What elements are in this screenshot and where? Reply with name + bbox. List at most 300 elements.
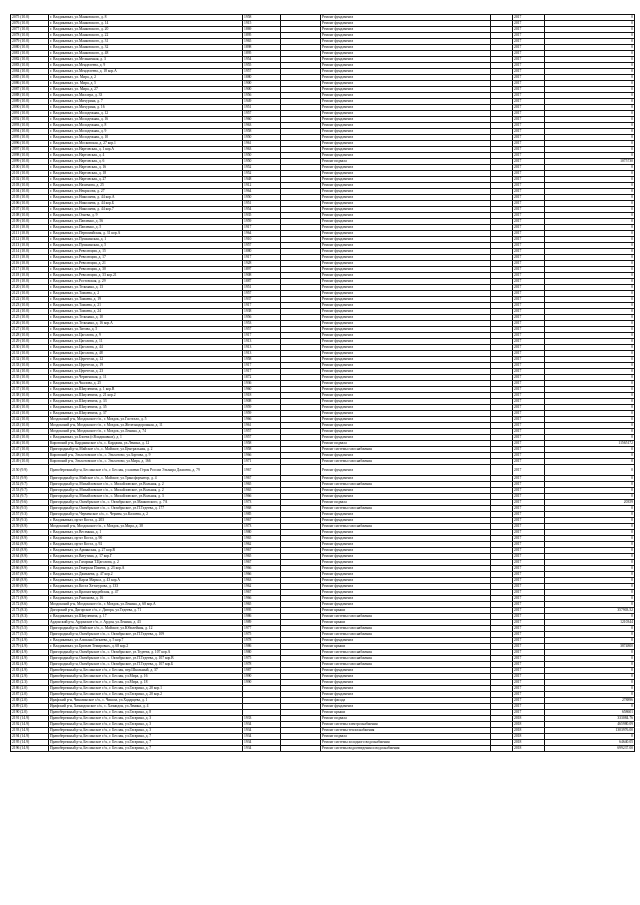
- build-year-cell: 1897: [243, 267, 281, 273]
- row-number-cell: 2082 (10.0): [11, 57, 49, 63]
- cost-cell: 0: [545, 345, 635, 351]
- row-number-cell: 2084 (10.0): [11, 69, 49, 75]
- address-cell: Пригородный р-н, Михайловское с/п., с. Михайловское, ул.Вольная, д. 2: [49, 482, 243, 488]
- row-number-cell: 2076 (10.0): [11, 21, 49, 27]
- address-cell: г. Владикавказ, ул.Шмулевича, д. 17: [49, 614, 243, 620]
- cost-cell: 1210344: [545, 620, 635, 626]
- address-cell: Правобережный р-н, Бесланское г/п., г. Беслан, ул.Мира, д. 16: [49, 674, 243, 680]
- cost-cell: 0: [545, 291, 635, 297]
- address-cell: г. Владикавказ, ул.Маяковского, д. 48: [49, 51, 243, 57]
- address-cell: г. Владикавказ, ул.Революции, д. 30: [49, 267, 243, 273]
- row-number-cell: 2122 (10.0): [11, 297, 49, 303]
- row-number-cell: 2162 (8.9): [11, 542, 49, 548]
- row-number-cell: 2109 (10.0): [11, 219, 49, 225]
- work-type-cell: Ремонт фундамента: [321, 177, 491, 183]
- cost-cell: 0: [545, 668, 635, 674]
- plan-year-cell: 2017: [513, 231, 545, 237]
- cost-cell: 0: [545, 692, 635, 698]
- work-type-cell: Ремонт системы газоснабжения: [321, 447, 491, 453]
- build-year-cell: 1938: [243, 309, 281, 315]
- plan-year-cell: 2017: [513, 369, 545, 375]
- address-cell: Моздокский р-н, Моздокское г/п., г. Моздок, ул.Мира, д. 38: [49, 524, 243, 530]
- work-type-cell: Ремонт подвала: [321, 441, 491, 447]
- build-year-cell: 1978: [243, 662, 281, 668]
- build-year-cell: 1964: [243, 189, 281, 195]
- address-cell: Правобережный р-н, Бесланское г/п., г. Беслан, ул.имени Героя России Эльмира Джиоева, д. 79: [49, 465, 243, 476]
- build-year-cell: 1915: [243, 21, 281, 27]
- address-cell: г. Владикавказ, ул.Маяковского, д. 31: [49, 39, 243, 45]
- build-year-cell: 1963: [243, 123, 281, 129]
- row-number-cell: 2186 (2.0): [11, 686, 49, 692]
- build-year-cell: 1948: [243, 177, 281, 183]
- works-register-sheet: [10, 14, 634, 752]
- cost-cell: 0: [545, 213, 635, 219]
- work-type-cell: Ремонт фундамента: [321, 51, 491, 57]
- address-cell: г. Владикавказ, ул.Тамаева, д. 19: [49, 297, 243, 303]
- address-cell: г. Владикавказ, ул.Шмулевича, д. 21 кор.2: [49, 393, 243, 399]
- work-type-cell: Ремонт фундамента: [321, 183, 491, 189]
- build-year-cell: 1967: [243, 590, 281, 596]
- row-number-cell: 2130 (10.0): [11, 345, 49, 351]
- row-number-cell: 2110 (10.0): [11, 225, 49, 231]
- plan-year-cell: 2017: [513, 93, 545, 99]
- build-year-cell: 1975: [243, 632, 281, 638]
- work-type-cell: Ремонт фундамента: [321, 141, 491, 147]
- row-number-cell: 2085 (10.0): [11, 75, 49, 81]
- row-number-cell: 2108 (10.0): [11, 213, 49, 219]
- address-cell: Пригородный р-н, Майское с/п., с. Майское, ул.Юбилейная, д. 12: [49, 626, 243, 632]
- cost-cell: 0: [545, 411, 635, 417]
- work-type-cell: Ремонт системы водоотведения и водоснабжения: [321, 746, 491, 752]
- build-year-cell: 1990: [243, 680, 281, 686]
- cost-cell: 278896: [545, 698, 635, 704]
- build-year-cell: 1986: [243, 644, 281, 650]
- build-year-cell: 1966: [243, 494, 281, 500]
- address-cell: г. Владикавказ, ул.Миллера, д. 33: [49, 93, 243, 99]
- row-number-cell: 2126 (10.0): [11, 321, 49, 327]
- work-type-cell: Ремонт фундамента: [321, 417, 491, 423]
- address-cell: г. Владикавказ, ул.Тамаева, д. 24: [49, 309, 243, 315]
- cost-cell: 0: [545, 524, 635, 530]
- address-cell: Правобережный р-н, Бесланское г/п., г. Беслан, ул.Гагарина, д. 20 кор.2: [49, 692, 243, 698]
- plan-year-cell: 2017: [513, 459, 545, 465]
- work-type-cell: Ремонт фундамента: [321, 87, 491, 93]
- plan-year-cell: 2017: [513, 345, 545, 351]
- address-cell: г. Владикавказ, ул.Тамаева, д. 21: [49, 303, 243, 309]
- work-type-cell: Ремонт фундамента: [321, 303, 491, 309]
- build-year-cell: 1951: [243, 285, 281, 291]
- row-number-cell: 2113 (10.0): [11, 243, 49, 249]
- address-cell: Моздокский р-н, Моздокское г/п., г. Моздок, ул.Ленина, д. 74: [49, 429, 243, 435]
- work-type-cell: Ремонт фундамента: [321, 135, 491, 141]
- work-type-cell: Ремонт фундамента: [321, 560, 491, 566]
- cost-cell: 0: [545, 33, 635, 39]
- work-type-cell: Ремонт фундамента: [321, 285, 491, 291]
- row-number-cell: 2081 (10.0): [11, 51, 49, 57]
- address-cell: г. Владикавказ, ул.Тельмана, д. 10: [49, 315, 243, 321]
- work-type-cell: Ремонт крыши: [321, 710, 491, 716]
- address-cell: г. Владикавказ, ул.Менделеева, д. 18 кор.А: [49, 69, 243, 75]
- build-year-cell: 1872: [243, 375, 281, 381]
- work-type-cell: Ремонт фундамента: [321, 105, 491, 111]
- build-year-cell: 1917: [243, 333, 281, 339]
- row-number-cell: 2188 (2.0): [11, 698, 49, 704]
- cost-cell: 0: [545, 506, 635, 512]
- cost-cell: 0: [545, 195, 635, 201]
- cost-cell: 0: [545, 423, 635, 429]
- work-type-cell: Ремонт фундамента: [321, 75, 491, 81]
- address-cell: Правобережный р-н, Бесланское г/п., г. Беслан, ул.Гагарина, д. 8: [49, 710, 243, 716]
- plan-year-cell: 2017: [513, 494, 545, 500]
- build-year-cell: 1958: [243, 15, 281, 21]
- build-year-cell: 1980: [243, 650, 281, 656]
- plan-year-cell: 2017: [513, 333, 545, 339]
- plan-year-cell: 2017: [513, 674, 545, 680]
- work-type-cell: Ремонт системы газоснабжения: [321, 656, 491, 662]
- work-type-cell: Ремонт системы газоснабжения: [321, 506, 491, 512]
- plan-year-cell: 2017: [513, 327, 545, 333]
- cost-cell: 0: [545, 674, 635, 680]
- row-number-cell: 2168 (8.9): [11, 578, 49, 584]
- address-cell: г. Владикавказ, ул.Огнева, д. 9: [49, 213, 243, 219]
- build-year-cell: 1900: [243, 87, 281, 93]
- address-cell: Кировский р-н, Эльхотовское с/п., с. Эльхотово, ул.Зортова, д. 9: [49, 453, 243, 459]
- work-type-cell: Ремонт фундамента: [321, 566, 491, 572]
- address-cell: г. Владикавказ, ул.Тамаева, д. 2: [49, 291, 243, 297]
- cost-cell: 1075730: [545, 159, 635, 165]
- build-year-cell: 1965: [243, 536, 281, 542]
- work-type-cell: Ремонт фундамента: [321, 63, 491, 69]
- cost-cell: 0: [545, 171, 635, 177]
- plan-year-cell: 2017: [513, 405, 545, 411]
- capital-repair-table: [10, 14, 635, 752]
- work-type-cell: Ремонт фундамента: [321, 518, 491, 524]
- cost-cell: 0: [545, 243, 635, 249]
- row-number-cell: 2196 (14.9): [11, 746, 49, 752]
- plan-year-cell: 2017: [513, 602, 545, 608]
- address-cell: г. Владикавказ, ул.Молодежная, д. 16: [49, 117, 243, 123]
- plan-year-cell: 2017: [513, 147, 545, 153]
- work-type-cell: Ремонт фундамента: [321, 411, 491, 417]
- plan-year-cell: 2017: [513, 45, 545, 51]
- work-type-cell: Ремонт фундамента: [321, 596, 491, 602]
- build-year-cell: 1965: [243, 482, 281, 488]
- cost-cell: 0: [545, 111, 635, 117]
- address-cell: Пригородный р-н, Михайловское с/п., с. Михайловское, ул.Вольная, д. 2: [49, 488, 243, 494]
- build-year-cell: 1957: [243, 243, 281, 249]
- address-cell: Моздокский р-н, Моздокское г/п., г. Моздок, ул.Гастелло, д. 5: [49, 417, 243, 423]
- row-number-cell: 2127 (10.0): [11, 327, 49, 333]
- build-year-cell: 1957: [243, 435, 281, 441]
- address-cell: г. Владикавказ, ул.Бзоева (г.Владикавказ), д. 1: [49, 435, 243, 441]
- address-cell: г. Владикавказ, ул.Николаева, д. 44 кор.Б: [49, 201, 243, 207]
- build-year-cell: 1965: [243, 554, 281, 560]
- work-type-cell: Ремонт фундамента: [321, 291, 491, 297]
- row-number-cell: 2131 (10.0): [11, 351, 49, 357]
- address-cell: г. Владикавказ, ул.Павленко, д. 5: [49, 225, 243, 231]
- row-number-cell: 2083 (10.0): [11, 63, 49, 69]
- row-number-cell: 2142 (10.0): [11, 417, 49, 423]
- build-year-cell: 1949: [243, 99, 281, 105]
- work-type-cell: Ремонт фундамента: [321, 69, 491, 75]
- plan-year-cell: 2017: [513, 584, 545, 590]
- work-type-cell: Ремонт фундамента: [321, 33, 491, 39]
- plan-year-cell: 2017: [513, 27, 545, 33]
- work-type-cell: Ремонт крыши: [321, 620, 491, 626]
- cost-cell: 0: [545, 183, 635, 189]
- row-number-cell: 2098 (10.0): [11, 153, 49, 159]
- cost-cell: 0: [545, 429, 635, 435]
- cost-cell: 0: [545, 225, 635, 231]
- address-cell: г. Владикавказ, ул.Шмулевича, д. 33: [49, 399, 243, 405]
- build-year-cell: 1880: [243, 249, 281, 255]
- work-type-cell: Ремонт фундамента: [321, 45, 491, 51]
- build-year-cell: 1895: [243, 33, 281, 39]
- plan-year-cell: 2017: [513, 225, 545, 231]
- work-type-cell: Ремонт системы газоснабжения: [321, 524, 491, 530]
- plan-year-cell: 2017: [513, 237, 545, 243]
- row-number-cell: 2176 (5.5): [11, 626, 49, 632]
- work-type-cell: Ремонт системы газоснабжения: [321, 614, 491, 620]
- cost-cell: 0: [545, 584, 635, 590]
- cost-cell: 0: [545, 476, 635, 482]
- row-number-cell: 2183 (4.9): [11, 668, 49, 674]
- row-number-cell: 2149 (10.0): [11, 459, 49, 465]
- cost-cell: 0: [545, 518, 635, 524]
- address-cell: г. Владикавказ, ул.Николаева, д. 44 кор.7: [49, 207, 243, 213]
- work-type-cell: Ремонт фундамента: [321, 572, 491, 578]
- cost-cell: 0: [545, 596, 635, 602]
- row-number-cell: 2134 (10.0): [11, 369, 49, 375]
- address-cell: г. Владикавказ, ул.Нартовская, д. 4: [49, 153, 243, 159]
- build-year-cell: 1959: [243, 219, 281, 225]
- work-type-cell: Ремонт системы газоснабжения: [321, 650, 491, 656]
- build-year-cell: 1965: [243, 488, 281, 494]
- plan-year-cell: 2017: [513, 303, 545, 309]
- build-year-cell: 1960: [243, 117, 281, 123]
- address-cell: г. Владикавказ, ул.Революции, д. 15: [49, 249, 243, 255]
- address-cell: г. Владикавказ, ул.Молодежная, д. 8: [49, 123, 243, 129]
- address-cell: г. Владикавказ, ул.Нартовская, д. 16: [49, 165, 243, 171]
- address-cell: Моздокский р-н, Моздокское г/п., г. Моздок, ул.Ленина, д. 68 кор.А: [49, 602, 243, 608]
- row-number-cell: 2181 (4.9): [11, 656, 49, 662]
- address-cell: г. Владикавказ, ул.Ватутина, д. 17 кор.Г: [49, 554, 243, 560]
- plan-year-cell: 2017: [513, 381, 545, 387]
- cost-cell: 0: [545, 734, 635, 740]
- cost-cell: 0: [545, 626, 635, 632]
- address-cell: г. Владикавказ, пр-кт Коста, д. 92: [49, 542, 243, 548]
- plan-year-cell: 2017: [513, 375, 545, 381]
- work-type-cell: Ремонт фундамента: [321, 345, 491, 351]
- work-type-cell: Ремонт фундамента: [321, 321, 491, 327]
- plan-year-cell: 2017: [513, 536, 545, 542]
- work-type-cell: Ремонт фундамента: [321, 435, 491, 441]
- row-number-cell: 2132 (10.0): [11, 357, 49, 363]
- row-number-cell: 2092 (10.0): [11, 117, 49, 123]
- build-year-cell: 1955: [243, 63, 281, 69]
- build-year-cell: 1913: [243, 351, 281, 357]
- address-cell: г. Владикавказ, ул.Первомайская, д. 31 кор.А: [49, 231, 243, 237]
- address-cell: Правобережный р-н, Бесланское г/п., г. Беслан, ул.Гагарина, д. 20 кор.1: [49, 686, 243, 692]
- cost-cell: 0: [545, 530, 635, 536]
- build-year-cell: 1961: [243, 141, 281, 147]
- plan-year-cell: 2017: [513, 141, 545, 147]
- cost-cell: 11565172: [545, 441, 635, 447]
- address-cell: Кировский р-н, Эльхотовское с/п., с. Эльхотово, ул.Мира, д. 166: [49, 459, 243, 465]
- row-number-cell: 2080 (10.0): [11, 45, 49, 51]
- row-number-cell: 2177 (5.5): [11, 632, 49, 638]
- blank-cell: [281, 746, 321, 752]
- build-year-cell: 1980: [243, 530, 281, 536]
- cost-cell: 0: [545, 536, 635, 542]
- plan-year-cell: 2017: [513, 135, 545, 141]
- address-cell: Правобережный р-н, Бесланское г/п., г. Беслан, ул.Гагарина, д. 7: [49, 746, 243, 752]
- plan-year-cell: 2017: [513, 69, 545, 75]
- row-number-cell: 2100 (10.0): [11, 165, 49, 171]
- table-row: [11, 746, 635, 752]
- address-cell: г. Владикавказ, ул.Маяковского, д. 20: [49, 27, 243, 33]
- build-year-cell: 1977: [243, 626, 281, 632]
- row-number-cell: 2191 (14.9): [11, 716, 49, 722]
- build-year-cell: 1964: [243, 231, 281, 237]
- row-number-cell: 2166 (8.9): [11, 566, 49, 572]
- plan-year-cell: 2017: [513, 21, 545, 27]
- cost-cell: 0: [545, 399, 635, 405]
- build-year-cell: 1954: [243, 207, 281, 213]
- row-number-cell: 2155 (9.6): [11, 500, 49, 506]
- address-cell: г. Владикавказ, ул.Цаголова, д. 9: [49, 333, 243, 339]
- build-year-cell: 1966: [243, 596, 281, 602]
- row-number-cell: 2133 (10.0): [11, 363, 49, 369]
- address-cell: г. Владикавказ, ул.Молодежная, д. 10: [49, 135, 243, 141]
- address-cell: г. Владикавказ, ул.Николаева, д. 44 кор.А: [49, 195, 243, 201]
- row-number-cell: 2189 (2.0): [11, 704, 49, 710]
- plan-year-cell: 2017: [513, 87, 545, 93]
- plan-year-cell: 2017: [513, 201, 545, 207]
- build-year-cell: 1995: [243, 608, 281, 614]
- work-type-cell: Ремонт фундамента: [321, 243, 491, 249]
- row-number-cell: 2154 (9.7): [11, 494, 49, 500]
- build-year-cell: 1990: [243, 674, 281, 680]
- plan-year-cell: 2017: [513, 243, 545, 249]
- work-type-cell: Ремонт фундамента: [321, 584, 491, 590]
- row-number-cell: 2158 (9.3): [11, 518, 49, 524]
- cost-cell: 0: [545, 494, 635, 500]
- work-type-cell: Ремонт фундамента: [321, 369, 491, 375]
- plan-year-cell: 2017: [513, 189, 545, 195]
- row-number-cell: 2138 (10.0): [11, 393, 49, 399]
- cost-cell: 0: [545, 512, 635, 518]
- table-row: [11, 465, 635, 476]
- work-type-cell: Ремонт фундамента: [321, 429, 491, 435]
- address-cell: г. Владикавказ, ул.Джикаева, д. 47 кор.2: [49, 572, 243, 578]
- plan-year-cell: 2017: [513, 63, 545, 69]
- work-type-cell: Ремонт фундамента: [321, 399, 491, 405]
- plan-year-cell: 2017: [513, 435, 545, 441]
- row-number-cell: 2193 (14.9): [11, 728, 49, 734]
- work-type-cell: Ремонт фундамента: [321, 273, 491, 279]
- plan-year-cell: 2017: [513, 417, 545, 423]
- row-number-cell: 2171 (8.9): [11, 596, 49, 602]
- work-type-cell: Ремонт подвала: [321, 716, 491, 722]
- address-cell: г. Владикавказ, ул.Молодежная, д. 9: [49, 129, 243, 135]
- plan-year-cell: 2017: [513, 447, 545, 453]
- build-year-cell: 1898: [243, 45, 281, 51]
- address-cell: Дигорский р-н, Дигорское г/п., г. Дигора, ул.Тедеева, д. 71: [49, 608, 243, 614]
- cost-cell: 0: [545, 21, 635, 27]
- cost-cell: 0: [545, 237, 635, 243]
- cost-cell: 0: [545, 656, 635, 662]
- work-type-cell: Ремонт фундамента: [321, 536, 491, 542]
- build-year-cell: 1887: [243, 279, 281, 285]
- plan-year-cell: 2017: [513, 387, 545, 393]
- plan-year-cell: 2017: [513, 626, 545, 632]
- build-year-cell: 1950: [243, 195, 281, 201]
- cost-cell: 0: [545, 285, 635, 291]
- cost-cell: 333084.76: [545, 716, 635, 722]
- row-number-cell: 2141 (10.0): [11, 411, 49, 417]
- build-year-cell: 1950: [243, 153, 281, 159]
- build-year-cell: 1960: [243, 387, 281, 393]
- cost-cell: 699237.00: [545, 746, 635, 752]
- cost-cell: 0: [545, 177, 635, 183]
- row-number-cell: 2178 (4.9): [11, 638, 49, 644]
- address-cell: г. Владикавказ, ул.Гагарина Т.Цаголова, д. 2: [49, 560, 243, 566]
- address-cell: г. Владикавказ, ул.Некрасова, д. 27: [49, 189, 243, 195]
- work-type-cell: Ремонт фундамента: [321, 405, 491, 411]
- plan-year-cell: 2017: [513, 524, 545, 530]
- plan-year-cell: 2017: [513, 111, 545, 117]
- plan-year-cell: 2017: [513, 57, 545, 63]
- address-cell: г. Владикавказ, ул.Павленко, д. 56: [49, 219, 243, 225]
- plan-year-cell: 2017: [513, 644, 545, 650]
- work-type-cell: Ремонт фундамента: [321, 494, 491, 500]
- row-number-cell: 2124 (10.0): [11, 309, 49, 315]
- plan-year-cell: 2017: [513, 423, 545, 429]
- row-number-cell: 2105 (10.0): [11, 195, 49, 201]
- plan-year-cell: 2017: [513, 453, 545, 459]
- plan-year-cell: 2017: [513, 692, 545, 698]
- address-cell: г. Владикавказ, пр-кт Коста, д. 203: [49, 518, 243, 524]
- address-cell: г. Владикавказ, ул.Маяковского, д. 14: [49, 21, 243, 27]
- cost-cell: 0: [545, 393, 635, 399]
- work-type-cell: Ремонт фундамента: [321, 27, 491, 33]
- row-number-cell: 2180 (4.9): [11, 650, 49, 656]
- cost-cell: 0: [545, 375, 635, 381]
- build-year-cell: 1966: [243, 453, 281, 459]
- work-type-cell: Ремонт фундамента: [321, 93, 491, 99]
- cost-cell: 0: [545, 572, 635, 578]
- plan-year-cell: 2017: [513, 650, 545, 656]
- address-cell: г. Владикавказ, ул.Нартовская, д. 1 кор.А: [49, 147, 243, 153]
- address-cell: Правобережный р-н, Бесланское г/п., г. Беслан, ул.Гагарина, д. 3: [49, 728, 243, 734]
- address-cell: Правобережный р-н, Бесланское г/п., г. Беслан, ул.Гагарина, д. 7: [49, 740, 243, 746]
- row-number-cell: 2184 (2.9): [11, 674, 49, 680]
- address-cell: г. Владикавказ, ул.Церетели, д. 23: [49, 369, 243, 375]
- row-number-cell: 2114 (10.0): [11, 249, 49, 255]
- build-year-cell: 1957: [243, 69, 281, 75]
- row-number-cell: 2120 (10.0): [11, 285, 49, 291]
- build-year-cell: 1975: [243, 656, 281, 662]
- address-cell: г. Владикавказ, ул.Церетели, д. 12: [49, 357, 243, 363]
- work-type-cell: Ремонт системы холодного водоснабжения: [321, 740, 491, 746]
- cost-cell: 0: [545, 357, 635, 363]
- work-type-cell: Ремонт фасада: [321, 698, 491, 704]
- build-year-cell: 1959: [243, 405, 281, 411]
- work-type-cell: Ремонт фундамента: [321, 393, 491, 399]
- cost-cell: 0: [545, 542, 635, 548]
- cost-cell: 0: [545, 57, 635, 63]
